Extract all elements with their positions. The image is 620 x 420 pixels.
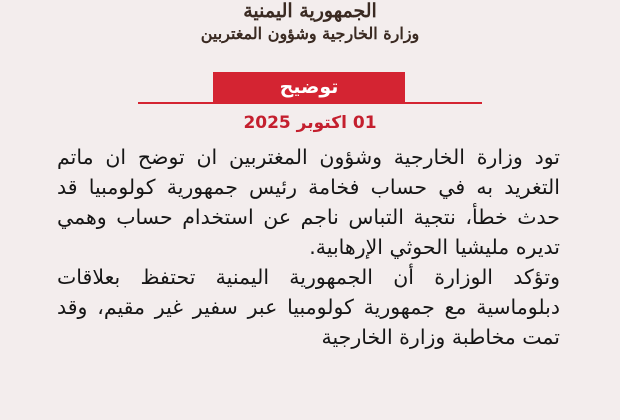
statement-title: توضيح — [213, 72, 405, 102]
header-ministry-name: وزارة الخارجية وشؤون المغتربين — [200, 24, 420, 43]
ministry-emblem-header — [0, 0, 620, 60]
statement-body — [57, 142, 560, 352]
body-paragraph-1: تود وزارة الخارجية وشؤون المغتربين ان توضح ان ماتم التغريد به في حساب فخامة رئيس جمهورية كولومبيا قد حدث خطأ، نتجية التباس ناجم عن استخدام حساب وهمي تديره مليشيا الحوثي الإرهابية. — [57, 145, 560, 259]
statement-date: 01 اكتوبر 2025 — [243, 113, 377, 133]
body-paragraph-2: وتؤكد الوزارة أن الجمهورية اليمنية تحتفظ بعلاقات دبلوماسية مع جمهورية كولومبيا عبر سفير غير مقيم، وقد تمت مخاطبة وزارة الخارجية — [57, 265, 560, 349]
header-country-name: الجمهورية اليمنية — [243, 0, 377, 22]
title-divider — [138, 102, 482, 104]
